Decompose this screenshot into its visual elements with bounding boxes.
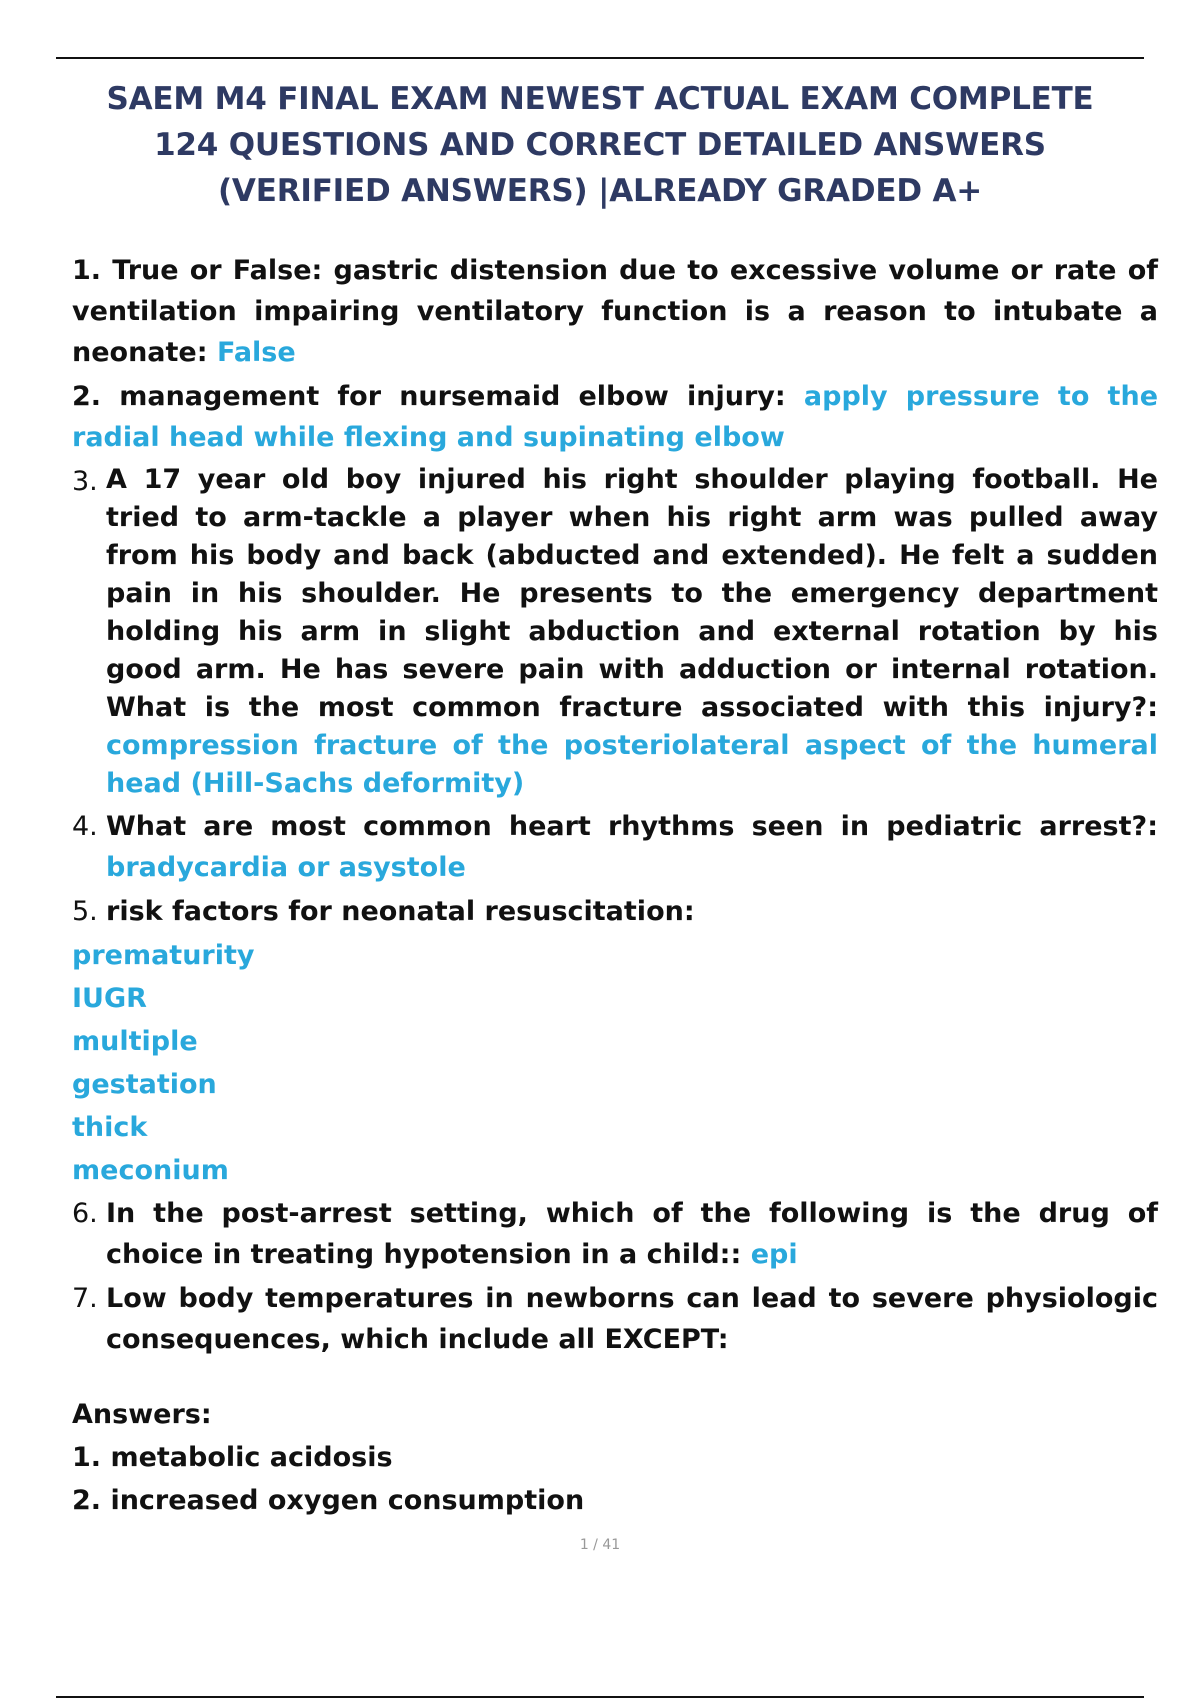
- question-5-answer-line: thick: [72, 1112, 148, 1143]
- question-5-text: risk factors for neonatal resuscitation:: [106, 896, 695, 927]
- question-5-answer-line: IUGR: [72, 983, 147, 1014]
- question-5-number: 5.: [72, 896, 98, 927]
- title-line-3: (VERIFIED ANSWERS) |ALREADY GRADED A+: [217, 173, 983, 209]
- answer-option: 1. metabolic acidosis: [72, 1442, 393, 1473]
- bottom-rule: [56, 1696, 1144, 1698]
- answer-option: 2. increased oxygen consumption: [72, 1485, 585, 1516]
- question-1: [72, 250, 1158, 373]
- question-6: [72, 1193, 1158, 1275]
- title-line-2: 124 QUESTIONS AND CORRECT DETAILED ANSWERS: [154, 127, 1046, 163]
- question-2: [72, 376, 1158, 458]
- question-5-answer-line: meconium: [72, 1155, 229, 1186]
- question-3-text: A 17 year old boy injured his right shoulder playing football. He tried to arm-tackle a player when his right arm was pulled away from his body and back (abducted and extended). He felt a sudden pain in his shoulder. He presents to the emergency department holding his arm in slight abduction and external rotation by his good arm. He has severe pain with adduction or internal rotation. What is the most common fracture associated with this injury?:: [106, 464, 1158, 723]
- question-4-text: What are most common heart rhythms seen in pediatric arrest?:: [106, 811, 1158, 842]
- question-3-answer: compression fracture of the posteriolateral aspect of the humeral head (Hill-Sachs deformity): [106, 730, 1158, 799]
- question-2-answer: apply pressure to the radial head while flexing and supinating elbow: [72, 381, 1158, 453]
- question-3-number: 3.: [72, 466, 98, 497]
- question-6-number: 6.: [72, 1198, 98, 1229]
- question-4-answer: bradycardia or asystole: [106, 852, 466, 883]
- document-title: [56, 76, 1144, 214]
- title-line-1: SAEM M4 FINAL EXAM NEWEST ACTUAL EXAM COMPLETE: [106, 81, 1094, 117]
- top-rule: [56, 57, 1144, 59]
- question-1-answer: False: [216, 337, 296, 368]
- answers-heading: Answers:: [72, 1399, 212, 1430]
- question-2-text: 2. management for nursemaid elbow injury:: [72, 381, 786, 412]
- question-7-text: Low body temperatures in newborns can lead to severe physiologic consequences, which include all EXCEPT:: [106, 1283, 1158, 1355]
- question-5-answer-line: prematurity: [72, 940, 255, 971]
- question-7: [72, 1278, 1158, 1360]
- question-5-answer-line: multiple: [72, 1026, 198, 1057]
- question-7-number: 7.: [72, 1283, 98, 1314]
- question-3: [72, 461, 1158, 803]
- question-4: [72, 806, 1158, 888]
- question-5: [72, 891, 1158, 932]
- question-6-text: In the post-arrest setting, which of the following is the drug of choice in treating hypotension in a child::: [106, 1198, 1158, 1270]
- question-1-text: 1. True or False: gastric distension due to excessive volume or rate of ventilation impairing ventilatory function is a reason to intubate a neonate:: [72, 255, 1158, 368]
- page-number: 1 / 41: [579, 1537, 621, 1553]
- question-4-number: 4.: [72, 811, 98, 842]
- question-6-answer: epi: [750, 1239, 798, 1270]
- question-5-answer-line: gestation: [72, 1069, 217, 1100]
- question-list: [72, 250, 1158, 1523]
